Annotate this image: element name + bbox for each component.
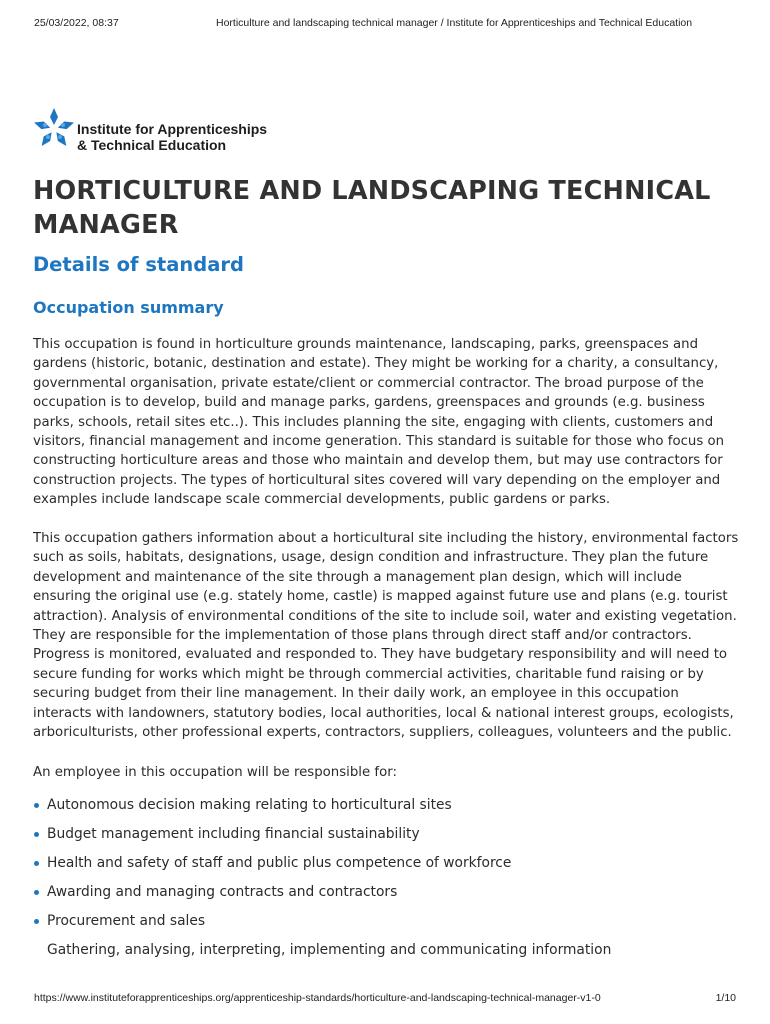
institute-logo[interactable]: [33, 107, 293, 155]
page-number: 1/10: [715, 992, 736, 1004]
list-item: [33, 883, 741, 912]
list-item: [33, 825, 741, 854]
list-item: [33, 796, 741, 825]
responsibilities-list: [33, 796, 741, 941]
print-footer: [34, 992, 736, 1006]
bullet-icon: [34, 861, 39, 866]
list-item-text: Health and safety of staff and public plus competence of workforce: [47, 855, 512, 871]
list-item-text: Awarding and managing contracts and contractors: [47, 884, 398, 900]
bullet-icon: [34, 919, 39, 924]
logo-text: [77, 121, 267, 153]
subsection-heading: Occupation summary: [33, 298, 224, 317]
print-page-title: Horticulture and landscaping technical manager / Institute for Apprenticeships and Technical Education: [216, 17, 693, 29]
bullet-icon: [34, 832, 39, 837]
section-heading: Details of standard: [33, 253, 244, 276]
print-date: 25/03/2022, 08:37: [34, 17, 119, 29]
list-item: [33, 912, 741, 941]
print-header: [34, 17, 736, 31]
list-item-text: Autonomous decision making relating to horticultural sites: [47, 797, 452, 813]
list-item-text: Procurement and sales: [47, 913, 206, 929]
page-title: HORTICULTURE AND LANDSCAPING TECHNICAL MANAGER: [33, 176, 711, 240]
star-logo-icon: [33, 107, 75, 151]
list-item-continuation: Gathering, analysing, interpreting, implementing and communicating information: [47, 942, 612, 958]
logo-line-2: & Technical Education: [77, 137, 227, 153]
paragraph-occupation-overview: This occupation is found in horticulture grounds maintenance, landscaping, parks, greenspaces and gardens (historic, botanic, destination and estate). They might be working for a charity, a consultancy, governmental organisation, private estate/client or commercial contractor. The broad purpose of the occupation is to develop, build and manage parks, gardens, greenspaces and grounds (e.g. business parks, schools, retail sites etc..). This includes planning the site, engaging with clients, customers and visitors, financial management and income generation. This standard is suitable for those who focus on constructing horticulture areas and those who maintain and develop them, but may use contractors for construction projects. The types of horticultural sites covered will vary depending on the employer and examples include landscape scale commercial developments, public gardens or parks.: [33, 337, 725, 508]
logo-line-1: Institute for Apprenticeships: [77, 121, 268, 137]
paragraph-responsibilities-intro: An employee in this occupation will be responsible for:: [33, 765, 397, 780]
bullet-icon: [34, 803, 39, 808]
page-url-link[interactable]: https://www.instituteforapprenticeships.org/apprenticeship-standards/horticulture-and-landscaping-technical-manager-v1-0: [34, 992, 601, 1004]
list-item: [33, 854, 741, 883]
list-item-text: Budget management including financial sustainability: [47, 826, 420, 842]
paragraph-occupation-details: This occupation gathers information about a horticultural site including the history, environmental factors such as soils, habitats, designations, usage, design condition and infrastructure. They plan the future development and maintenance of the site through a management plan design, which will include ensuring the original use (e.g. stately home, castle) is mapped against future use and plans (e.g. tourist attraction). Analysis of environmental conditions of the site to include soil, water and existing vegetation. They are responsible for the implementation of those plans through direct staff and/or contractors. Progress is monitored, evaluated and responded to. They have budgetary responsibility and will need to secure funding for works which might be through commercial activities, charitable fund raising or by securing budget from their line management. In their daily work, an employee in this occupation interacts with landowners, statutory bodies, local authorities, local & national interest groups, ecologists, arboriculturists, other professional experts, contractors, suppliers, colleagues, volunteers and the public.: [33, 531, 739, 741]
bullet-icon: [34, 890, 39, 895]
